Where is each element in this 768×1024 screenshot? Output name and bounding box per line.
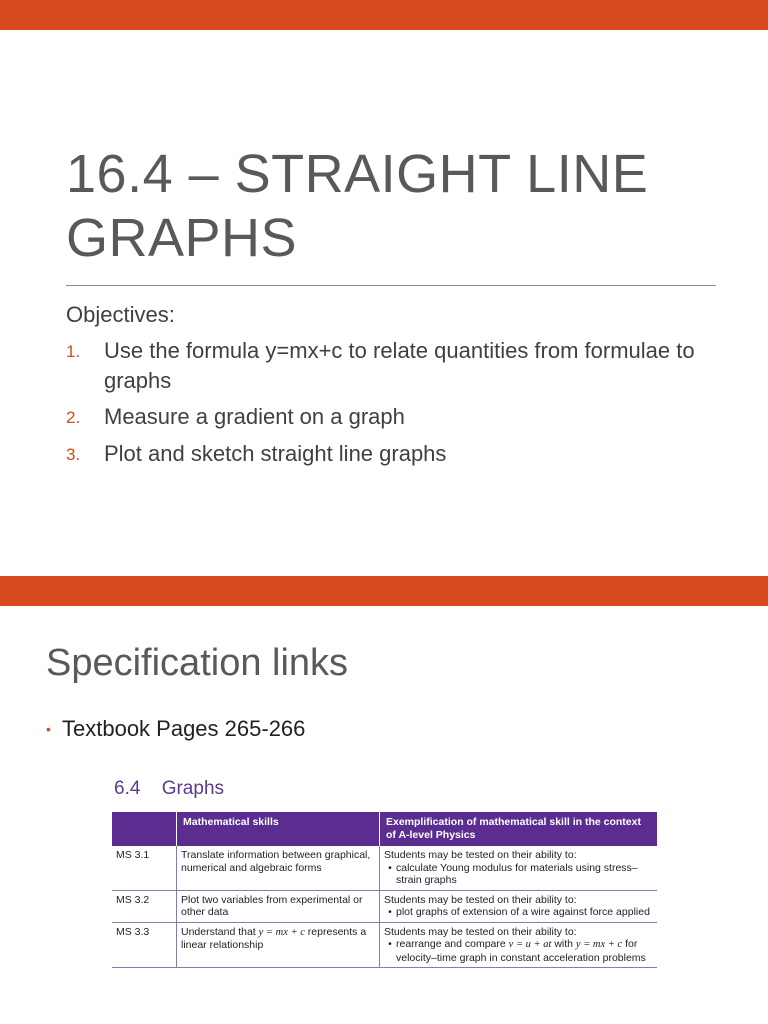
row-intro: Students may be tested on their ability to: xyxy=(384,925,577,938)
row-intro: Students may be tested on their ability to: xyxy=(384,849,577,861)
objective-text: Measure a gradient on a graph xyxy=(104,404,405,429)
section-accent-bar xyxy=(0,576,768,606)
row-exemplification xyxy=(380,890,658,922)
row-skill-post: represents a linear relationship xyxy=(181,925,367,951)
top-accent-bar xyxy=(0,0,768,30)
objective-text: Plot and sketch straight line graphs xyxy=(104,441,447,466)
textbook-bullet xyxy=(46,716,305,742)
graphs-section-title: Graphs xyxy=(161,778,225,799)
bullet-icon: • xyxy=(46,721,51,737)
objectives-list xyxy=(66,336,726,470)
graphs-heading xyxy=(114,778,224,800)
objective-item xyxy=(66,439,726,470)
row-skill xyxy=(177,922,380,968)
spec-title: Specification links xyxy=(46,642,349,684)
row-point-text: calculate Young modulus for materials using stress–strain graphs xyxy=(396,861,638,886)
row-skill-equation: y = mx + c xyxy=(258,926,305,938)
row-code: MS 3.2 xyxy=(112,890,177,922)
title-divider xyxy=(66,285,716,286)
point-equation-1: v = u + at xyxy=(508,939,552,950)
slide-specification-links xyxy=(0,606,768,1024)
row-skill: Plot two variables from experimental or other data xyxy=(177,890,380,922)
header-exemplification: Exemplification of mathematical skill in the context of A-level Physics xyxy=(380,812,658,846)
row-point xyxy=(384,938,653,964)
point-equation-2: y = mx + c xyxy=(575,939,623,950)
slide-straight-line-graphs xyxy=(0,30,768,576)
graphs-section-number: 6.4 xyxy=(114,778,141,799)
row-code: MS 3.1 xyxy=(112,846,177,890)
objective-item xyxy=(66,336,726,396)
row-exemplification xyxy=(380,922,658,968)
objectives-block xyxy=(66,300,726,476)
table-row xyxy=(112,922,657,968)
row-code: MS 3.3 xyxy=(112,922,177,968)
row-intro: Students may be tested on their ability to: xyxy=(384,893,577,906)
table-row xyxy=(112,890,657,922)
objective-number: 2. xyxy=(66,408,81,427)
objective-number: 1. xyxy=(66,342,81,361)
point-mid: with xyxy=(551,938,576,950)
header-code xyxy=(112,812,177,846)
row-skill-pre: Understand that xyxy=(181,925,259,938)
row-exemplification xyxy=(380,846,658,890)
row-point-text xyxy=(396,938,653,964)
objective-text: Use the formula y=mx+c to relate quantities from formulae to graphs xyxy=(104,338,695,393)
bullet-icon: • xyxy=(388,938,392,950)
bullet-icon: • xyxy=(388,906,392,918)
slide-title: 16.4 – STRAIGHT LINE GRAPHS xyxy=(66,144,649,268)
textbook-pages: Textbook Pages 265-266 xyxy=(62,716,306,741)
row-point xyxy=(384,906,653,919)
table-row xyxy=(112,846,657,890)
row-point-text: plot graphs of extension of a wire against force applied xyxy=(396,906,650,918)
header-skills: Mathematical skills xyxy=(177,812,380,846)
objectives-heading: Objectives: xyxy=(66,302,175,327)
point-pre: rearrange and compare xyxy=(396,938,509,950)
row-point xyxy=(384,862,653,887)
spec-table-header-row xyxy=(112,812,657,846)
bullet-icon: • xyxy=(388,861,392,874)
spec-table xyxy=(112,812,657,968)
row-skill: Translate information between graphical, numerical and algebraic forms xyxy=(177,846,380,890)
objective-item xyxy=(66,402,726,433)
objective-number: 3. xyxy=(66,445,81,464)
point-post: for velocity–time graph in constant acceleration problems xyxy=(396,938,646,964)
